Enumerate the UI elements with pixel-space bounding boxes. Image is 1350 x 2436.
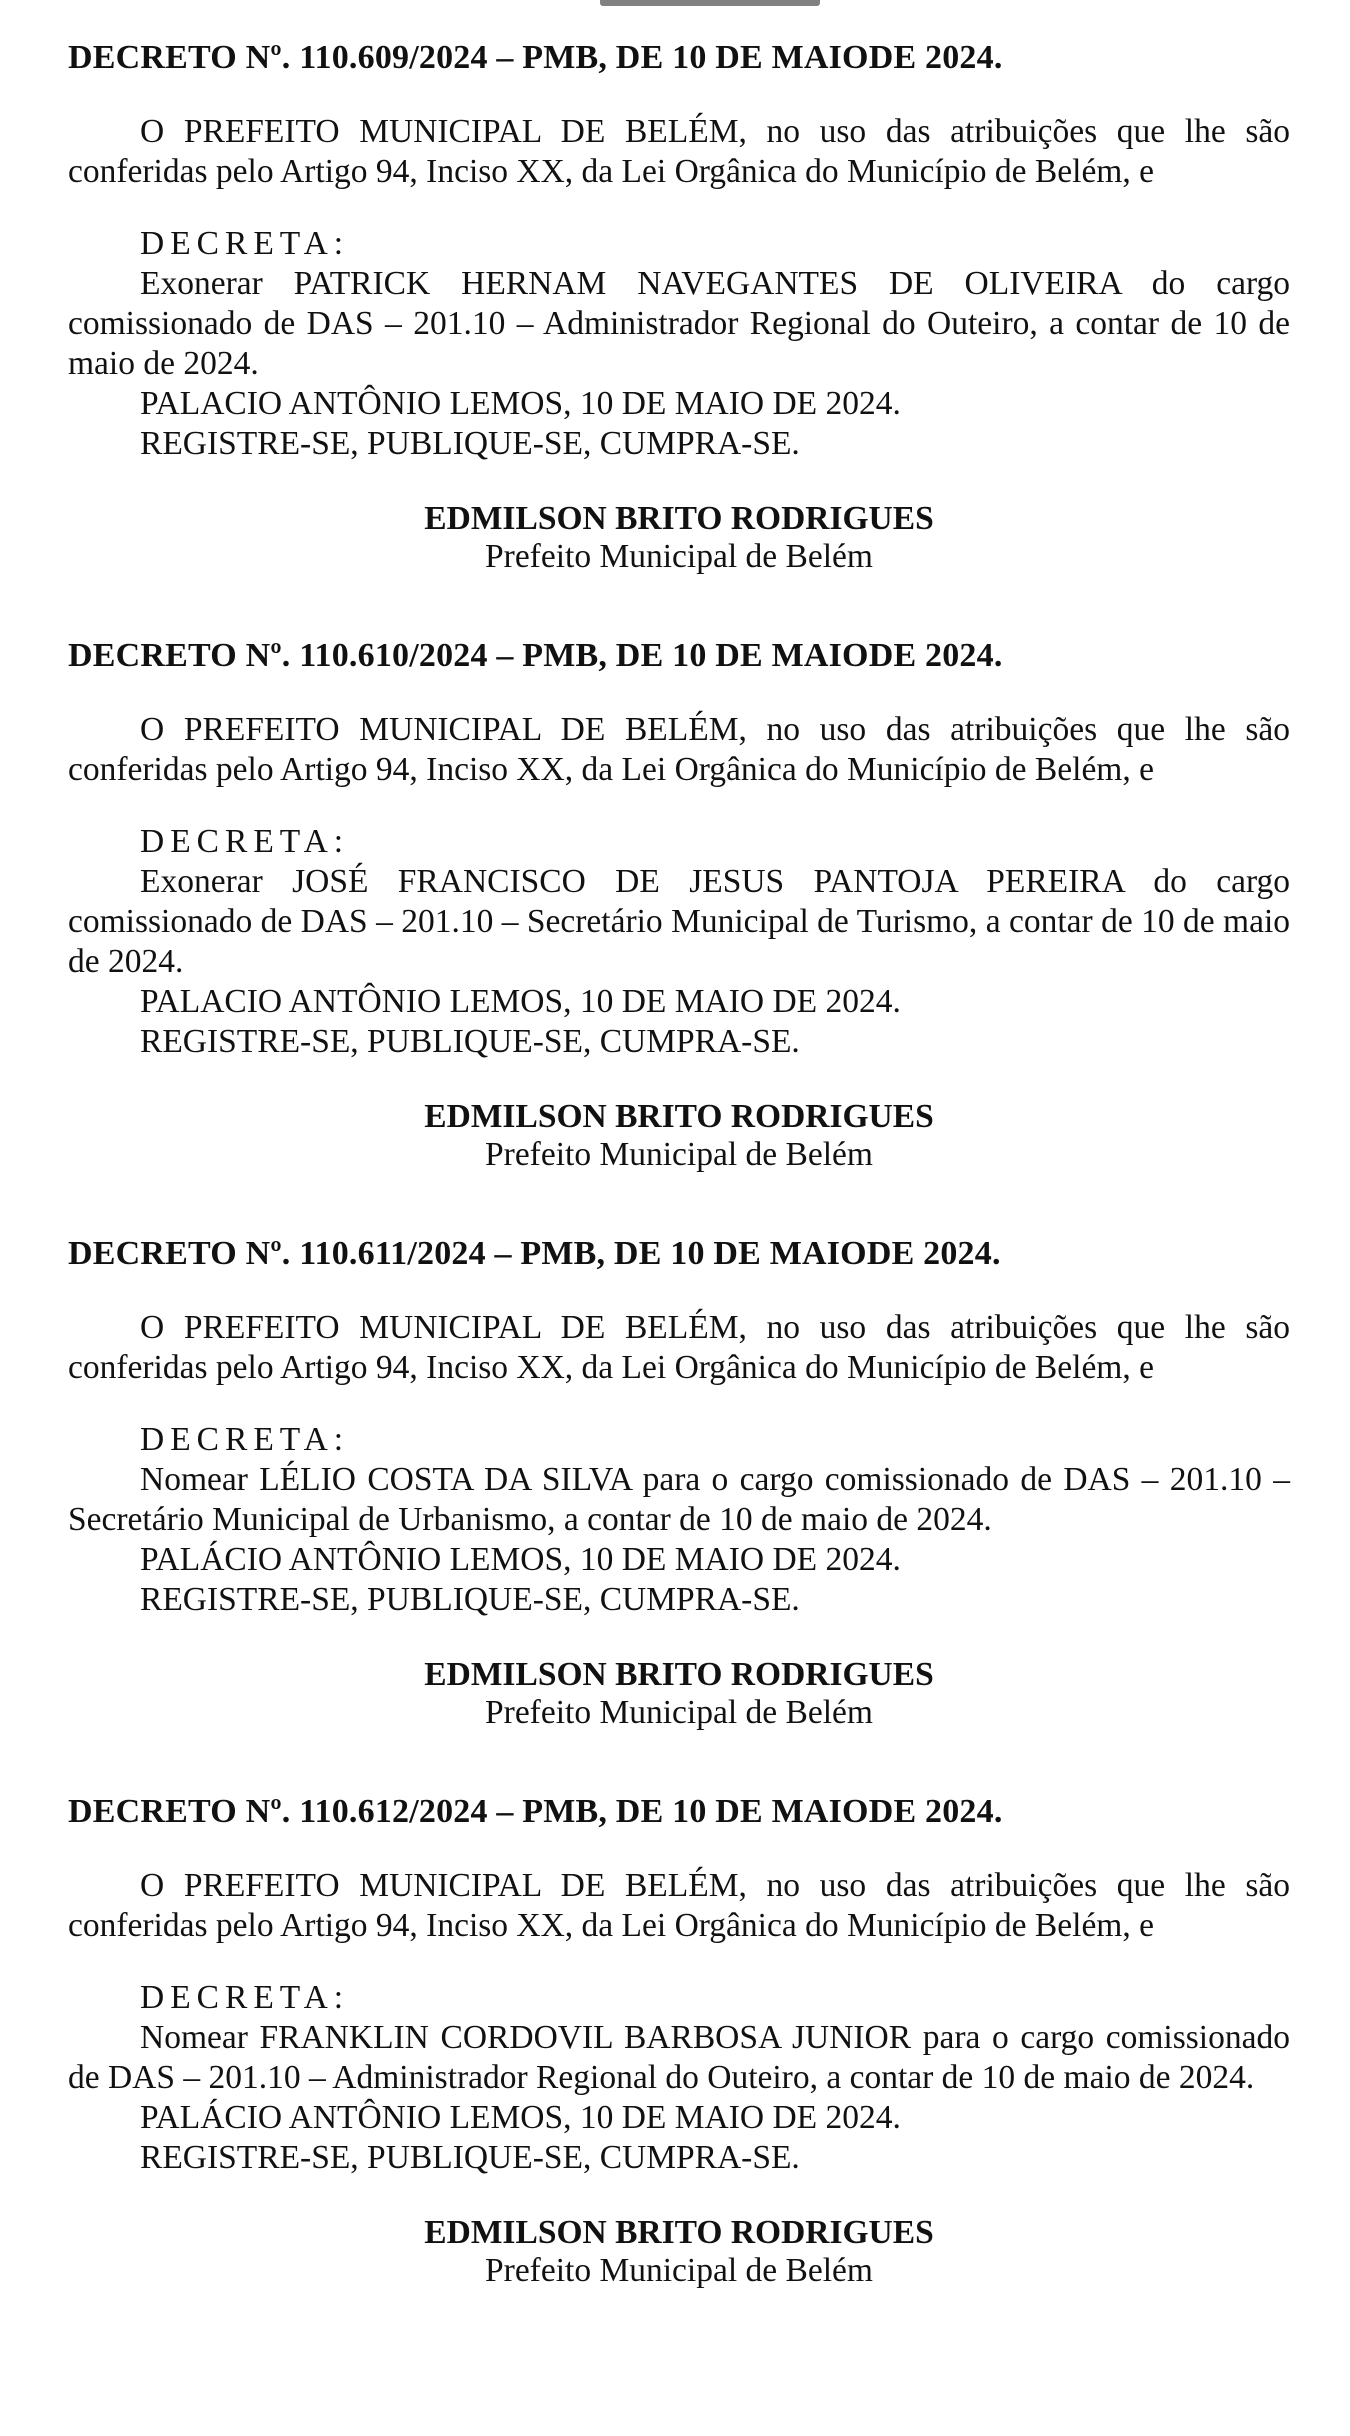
preamble-text: O PREFEITO MUNICIPAL DE BELÉM, no uso das atribuições que lhe são conferidas pelo Artigo 94, Inciso XX, da Lei Orgânica do Município de Belém, e [68, 711, 1290, 788]
signer-role: Prefeito Municipal de Belém [485, 538, 873, 575]
decree-act [68, 2018, 1290, 2098]
act-text: Exonerar JOSÉ FRANCISCO DE JESUS PANTOJA PEREIRA do cargo comissionado de DAS – 201.10 – Secretário Municipal de Turismo, a contar de 10 de maio de 2024. [68, 863, 1290, 980]
act-text: Exonerar PATRICK HERNAM NAVEGANTES DE OLIVEIRA do cargo comissionado de DAS – 201.10 – Administrador Regional do Outeiro, a contar de 10 de maio de 2024. [68, 265, 1290, 382]
signer-name: EDMILSON BRITO RODRIGUES [424, 500, 934, 537]
decree-title: DECRETO Nº. 110.609/2024 – PMB, DE 10 DE MAIODE 2024. [68, 39, 1003, 76]
decreta-label: DECRETA: [140, 1979, 350, 2016]
decree-block [68, 636, 1290, 1174]
decreta-label: DECRETA: [140, 823, 350, 860]
preamble-text: O PREFEITO MUNICIPAL DE BELÉM, no uso das atribuições que lhe são conferidas pelo Artigo 94, Inciso XX, da Lei Orgânica do Município de Belém, e [68, 1309, 1290, 1386]
decree-block [68, 1792, 1290, 2290]
decree-block [68, 1234, 1290, 1732]
preamble-text: O PREFEITO MUNICIPAL DE BELÉM, no uso das atribuições que lhe são conferidas pelo Artigo 94, Inciso XX, da Lei Orgânica do Município de Belém, e [68, 113, 1290, 190]
decree-title: DECRETO Nº. 110.611/2024 – PMB, DE 10 DE MAIODE 2024. [68, 1235, 1001, 1272]
signer-role: Prefeito Municipal de Belém [485, 1694, 873, 1731]
decree-act [68, 264, 1290, 384]
place-date: PALÁCIO ANTÔNIO LEMOS, 10 DE MAIO DE 2024. [140, 2099, 901, 2136]
decree-act [68, 862, 1290, 982]
decree-title: DECRETO Nº. 110.612/2024 – PMB, DE 10 DE MAIODE 2024. [68, 1793, 1003, 1830]
signature-block [68, 1098, 1290, 1174]
signer-name: EDMILSON BRITO RODRIGUES [424, 1098, 934, 1135]
closing-formula: REGISTRE-SE, PUBLIQUE-SE, CUMPRA-SE. [140, 425, 800, 462]
place-date: PALACIO ANTÔNIO LEMOS, 10 DE MAIO DE 2024. [140, 983, 901, 1020]
signature-block [68, 1656, 1290, 1732]
signer-role: Prefeito Municipal de Belém [485, 1136, 873, 1173]
decree-preamble [68, 710, 1290, 790]
closing-formula: REGISTRE-SE, PUBLIQUE-SE, CUMPRA-SE. [140, 1581, 800, 1618]
signer-name: EDMILSON BRITO RODRIGUES [424, 1656, 934, 1693]
act-text: Nomear FRANKLIN CORDOVIL BARBOSA JUNIOR para o cargo comissionado de DAS – 201.10 – Administrador Regional do Outeiro, a contar de 10 de maio de 2024. [68, 2019, 1290, 2096]
preamble-text: O PREFEITO MUNICIPAL DE BELÉM, no uso das atribuições que lhe são conferidas pelo Artigo 94, Inciso XX, da Lei Orgânica do Município de Belém, e [68, 1867, 1290, 1944]
signer-name: EDMILSON BRITO RODRIGUES [424, 2214, 934, 2251]
decree-preamble [68, 1866, 1290, 1946]
decree-block [68, 38, 1290, 576]
decree-preamble [68, 1308, 1290, 1388]
place-date: PALÁCIO ANTÔNIO LEMOS, 10 DE MAIO DE 2024. [140, 1541, 901, 1578]
closing-formula: REGISTRE-SE, PUBLIQUE-SE, CUMPRA-SE. [140, 1023, 800, 1060]
place-date: PALACIO ANTÔNIO LEMOS, 10 DE MAIO DE 2024. [140, 385, 901, 422]
decree-act [68, 1460, 1290, 1540]
closing-formula: REGISTRE-SE, PUBLIQUE-SE, CUMPRA-SE. [140, 2139, 800, 2176]
cropped-header-remnant [600, 0, 820, 6]
signature-block [68, 2214, 1290, 2290]
signature-block [68, 500, 1290, 576]
decree-preamble [68, 112, 1290, 192]
decree-title: DECRETO Nº. 110.610/2024 – PMB, DE 10 DE MAIODE 2024. [68, 637, 1003, 674]
act-text: Nomear LÉLIO COSTA DA SILVA para o cargo comissionado de DAS – 201.10 – Secretário Municipal de Urbanismo, a contar de 10 de maio de 2024. [68, 1461, 1290, 1538]
decreta-label: DECRETA: [140, 1421, 350, 1458]
decreta-label: DECRETA: [140, 225, 350, 262]
signer-role: Prefeito Municipal de Belém [485, 2252, 873, 2289]
